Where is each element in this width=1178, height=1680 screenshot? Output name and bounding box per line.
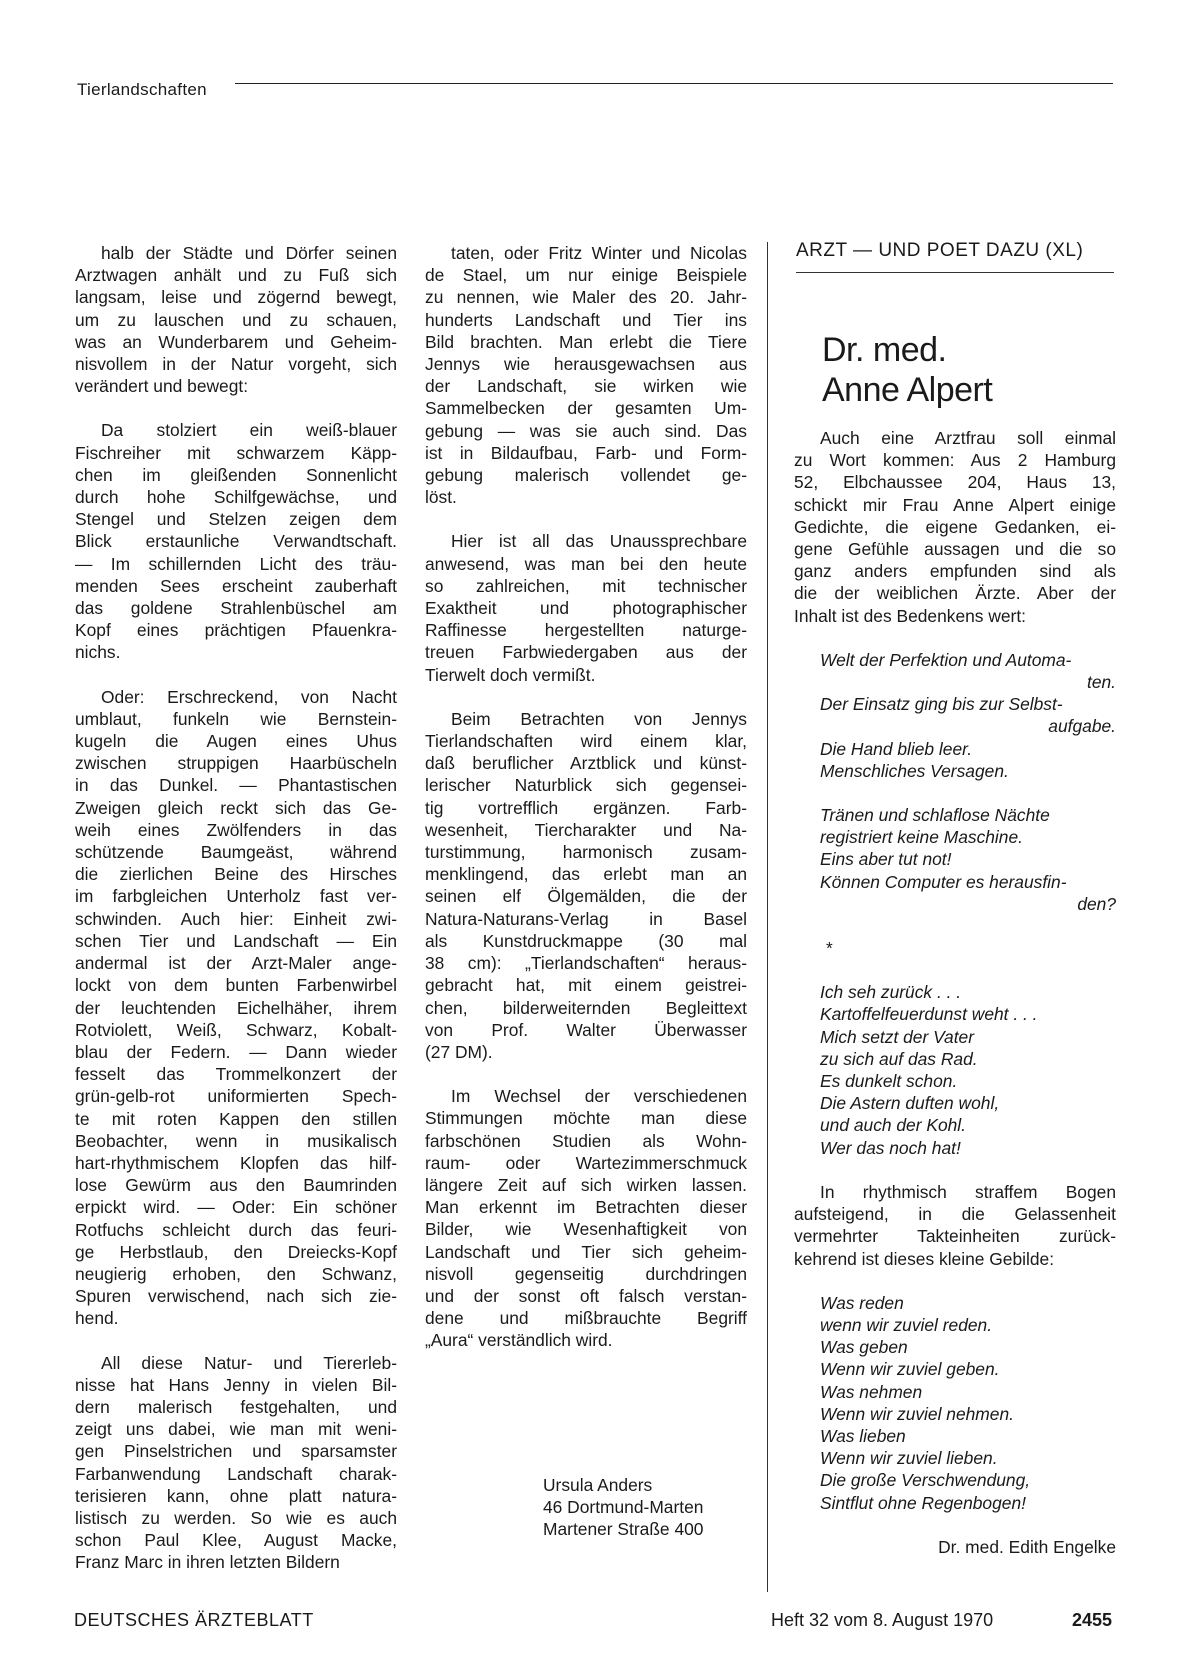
text-line: terisieren kann, ohne platt natura- — [75, 1485, 397, 1506]
text-line: hend. — [75, 1308, 119, 1329]
text-line: dern malerisch festgehalten, und — [75, 1396, 397, 1417]
article-column-1 — [75, 242, 397, 1574]
text-line: Jennys wie herausgewachsen aus — [425, 354, 747, 375]
intro-block — [794, 427, 1116, 627]
text-line: „Aura“ verständlich wird. — [425, 1330, 613, 1351]
bridge-block — [794, 1181, 1116, 1270]
header-rule — [235, 83, 1113, 84]
paragraph-gap — [75, 1330, 397, 1352]
text-line: gebracht hat, mit einem geistrei- — [425, 975, 747, 996]
poem-line: wenn wir zuviel reden. — [820, 1314, 993, 1335]
text-line: tig vortrefflich ergänzen. Farb- — [425, 797, 747, 818]
text-line: dene und mißbrauchte Begriff — [425, 1308, 747, 1329]
text-line: weih eines Zwölfenders in das — [75, 819, 397, 840]
text-line: umblaut, funkeln wie Bernstein- — [75, 708, 397, 729]
text-line: Im Wechsel der verschiedenen — [451, 1086, 747, 1107]
text-line: aufsteigend, in die Gelassenheit — [794, 1204, 1116, 1225]
section-label: Tierlandschaften — [77, 80, 207, 99]
column-divider — [767, 242, 768, 1592]
text-line: Tierlandschaften wird einem klar, — [425, 731, 747, 752]
article-column-3 — [794, 427, 1116, 1558]
text-line: was an Wunderbarem und Geheim- — [75, 331, 397, 352]
text-line: Da stolziert ein weiß-blauer — [101, 420, 397, 441]
poem-line: Können Computer es herausfin- — [820, 871, 1067, 892]
text-line: Spuren verwischend, nach sich zie- — [75, 1286, 397, 1307]
text-line: neugierig erhoben, den Schwanz, — [75, 1263, 397, 1284]
poem-line: Kartoffelfeuerdunst weht . . . — [820, 1004, 1038, 1025]
paragraph-gap — [425, 686, 747, 708]
text-line: de Stael, um nur einige Beispiele — [425, 265, 747, 286]
poem-3 — [820, 1292, 1116, 1514]
text-line: gene Gefühle aussagen und die so — [794, 539, 1116, 560]
text-line: zwischen struppigen Haarbüscheln — [75, 753, 397, 774]
text-line: Farbanwendung Landschaft charak- — [75, 1463, 397, 1484]
poem-line: Die Astern duften wohl, — [820, 1093, 1000, 1114]
poem-line: Tränen und schlaflose Nächte — [820, 805, 1050, 826]
text-line: 38 cm): „Tierlandschaften“ heraus- — [425, 953, 747, 974]
text-line: und der sonst oft falsch verstan- — [425, 1285, 747, 1306]
poem-line: den? — [1077, 893, 1116, 914]
series-title: ARZT — UND POET DAZU (XL) — [796, 240, 1084, 261]
paragraph-gap — [794, 1159, 1116, 1181]
poem-line: zu sich auf das Rad. — [820, 1048, 978, 1069]
text-line: menklingend, das erlebt man an — [425, 864, 747, 885]
paragraph — [75, 242, 397, 397]
text-line: blau der Federn. — Dann wieder — [75, 1041, 397, 1062]
poem-line: Welt der Perfektion und Automa- — [820, 649, 1072, 670]
text-line: die der weiblichen Ärzte. Aber der — [794, 583, 1116, 604]
text-line: Franz Marc in ihren letzten Bildern — [75, 1552, 340, 1573]
text-line: Fischreiher mit schwarzem Käpp- — [75, 442, 397, 463]
text-line: längere Zeit auf sich wirken lassen. — [425, 1174, 747, 1195]
text-line: schickt mir Frau Anne Alpert einige — [794, 494, 1116, 515]
text-line: farbschönen Studien als Wohn- — [425, 1130, 747, 1151]
text-line: listisch zu werden. So wie es auch — [75, 1507, 397, 1528]
text-line: treuen Farbwiedergaben aus der — [425, 642, 747, 663]
author-line: Ursula Anders — [543, 1475, 653, 1495]
text-line: Rotviolett, Weiß, Schwarz, Kobalt- — [75, 1019, 397, 1040]
poem-line: Wenn wir zuviel geben. — [820, 1359, 1000, 1380]
text-line: Exaktheit und photographischer — [425, 598, 747, 619]
text-line: der leuchtenden Eichelhäher, ihrem — [75, 997, 397, 1018]
poem-1 — [820, 649, 1116, 915]
text-line: die zierlichen Beine des Hirsches — [75, 864, 397, 885]
text-line: nisvollem in der Natur vorgeht, sich — [75, 354, 397, 375]
text-line: von Prof. Walter Überwasser — [425, 1019, 747, 1040]
article-title-line-2: Anne Alpert — [822, 371, 993, 409]
paragraph — [425, 708, 747, 1063]
poem-line: registriert keine Maschine. — [820, 827, 1023, 848]
author-signature-edith-engelke: Dr. med. Edith Engelke — [938, 1536, 1116, 1557]
page-number: 2455 — [1072, 1610, 1113, 1630]
poem-line: aufgabe. — [1048, 716, 1116, 737]
text-line: als Kunstdruckmappe (30 mal — [425, 930, 747, 951]
paragraph-gap — [75, 397, 397, 419]
poem-line: Sintflut ohne Regenbogen! — [820, 1492, 1026, 1513]
text-line: Beim Betrachten von Jennys — [451, 708, 747, 729]
paragraph-gap — [425, 508, 747, 530]
article-title — [822, 330, 992, 410]
paragraph — [425, 242, 747, 508]
poem-line: Wenn wir zuviel lieben. — [820, 1448, 998, 1469]
text-line: daß beruflicher Arztblick und künst- — [425, 753, 747, 774]
text-line: vermehrter Takteinheiten zurück- — [794, 1226, 1116, 1247]
paragraph-gap — [75, 664, 397, 686]
text-line: fesselt das Trommelkonzert der — [75, 1064, 397, 1085]
stanza-gap — [820, 782, 1116, 804]
text-line: 52, Elbchaussee 204, Haus 13, — [794, 472, 1116, 493]
text-line: zeigt uns dabei, wie man mit weni- — [75, 1419, 397, 1440]
text-line: lerischer Naturblick sich gegensei- — [425, 775, 747, 796]
text-line: das goldene Strahlenbüschel am — [75, 598, 397, 619]
text-line: Hier ist all das Unaussprechbare — [451, 531, 747, 552]
text-line: Gedichte, die eigene Gedanken, ei- — [794, 516, 1116, 537]
text-line: so zahlreichen, mit technischer — [425, 575, 747, 596]
text-line: seinen elf Ölgemälden, die der — [425, 886, 747, 907]
text-line: erpickt wird. — Oder: Ein schöner — [75, 1197, 397, 1218]
text-line: der Landschaft, sie wirken wie — [425, 376, 747, 397]
text-line: Stimmungen möchte man diese — [425, 1108, 747, 1129]
paragraph — [75, 419, 397, 663]
text-line: gen Pinselstrichen und sparsamster — [75, 1441, 397, 1462]
text-line: Bild brachten. Man erlebt die Tiere — [425, 331, 747, 352]
text-line: nisvoll gegenseitig durchdringen — [425, 1263, 747, 1284]
issue-info: Heft 32 vom 8. August 1970 — [771, 1610, 994, 1630]
text-line: te mit roten Kappen den stillen — [75, 1108, 397, 1129]
poem-line: Wenn wir zuviel nehmen. — [820, 1403, 1014, 1424]
text-line: — Im schillernden Licht des träu- — [75, 553, 397, 574]
text-line: langsam, leise und zögernd bewegt, — [75, 287, 397, 308]
paragraph — [425, 530, 747, 685]
poem-line: ten. — [1086, 672, 1116, 693]
text-line: Natura-Naturans-Verlag in Basel — [425, 908, 747, 929]
text-line: schon Paul Klee, August Macke, — [75, 1530, 397, 1551]
text-line: im farbgleichen Unterholz fast ver- — [75, 886, 397, 907]
text-line: lockt von dem bunten Farbenwirbel — [75, 975, 397, 996]
text-line: anwesend, was man bei den heute — [425, 553, 747, 574]
poem-line: Was nehmen — [820, 1381, 923, 1402]
author-line: Martener Straße 400 — [543, 1519, 704, 1540]
text-line: Inhalt ist des Bedenkens wert: — [794, 605, 1027, 626]
series-title-rule — [796, 272, 1114, 273]
text-line: löst. — [425, 487, 457, 508]
poem-line: Ich seh zurück . . . — [820, 982, 962, 1003]
text-line: gebung malerisch vollendet ge- — [425, 465, 747, 486]
text-line: Zweigen gleich reckt sich das Ge- — [75, 797, 397, 818]
text-line: zu Wort kommen: Aus 2 Hamburg — [794, 450, 1116, 471]
text-line: kehrend ist dieses kleine Gebilde: — [794, 1248, 1055, 1269]
text-line: turstimmung, harmonisch zusam- — [425, 842, 747, 863]
text-line: ist in Bildaufbau, Farb- und Form- — [425, 442, 747, 463]
text-line: Rotfuchs schleicht durch das feuri- — [75, 1219, 397, 1240]
text-line: Raffinesse hergestellten naturge- — [425, 620, 747, 641]
paragraph-gap — [794, 959, 1116, 981]
article-title-line-1: Dr. med. — [822, 331, 947, 369]
paragraph — [75, 1352, 397, 1574]
text-line: verändert und bewegt: — [75, 376, 249, 397]
poem-2 — [820, 981, 1116, 1159]
paragraph — [75, 686, 397, 1330]
poem-line: Die große Verschwendung, — [820, 1470, 1031, 1491]
text-line: durch hohe Schilfgewächse, und — [75, 487, 397, 508]
text-line: ge Herbstlaub, den Dreiecks-Kopf — [75, 1241, 397, 1262]
article-column-2 — [425, 242, 747, 1352]
poem-line: Wer das noch hat! — [820, 1137, 961, 1158]
paragraph — [425, 1085, 747, 1351]
text-line: Oder: Erschreckend, von Nacht — [101, 686, 397, 707]
text-line: All diese Natur- und Tiererleb- — [101, 1352, 397, 1373]
separator-asterisk: * — [826, 938, 833, 959]
poem-line: Was reden — [820, 1292, 904, 1313]
text-line: chen, bilderweiternden Begleittext — [425, 997, 747, 1018]
paragraph-gap — [794, 627, 1116, 649]
author-signature-ursula-anders — [543, 1474, 703, 1541]
paragraph-gap — [425, 1063, 747, 1085]
text-line: kugeln die Augen eines Uhus — [75, 731, 397, 752]
journal-name: DEUTSCHES ÄRZTEBLATT — [74, 1610, 314, 1630]
text-line: wesenheit, Tiercharakter und Na- — [425, 819, 747, 840]
text-line: Landschaft und Tier sich geheim- — [425, 1241, 747, 1262]
poem-line: Der Einsatz ging bis zur Selbst- — [820, 694, 1063, 715]
text-line: nichs. — [75, 642, 121, 663]
text-line: hart-rhythmischem Klopfen das hilf- — [75, 1152, 397, 1173]
text-line: Auch eine Arztfrau soll einmal — [820, 428, 1116, 448]
text-line: menden Sees erscheint zauberhaft — [75, 575, 397, 596]
text-line: grün-gelb-rot uniformierten Spech- — [75, 1086, 397, 1107]
text-line: halb der Städte und Dörfer seinen — [101, 243, 397, 263]
text-line: nisse hat Hans Jenny in vielen Bil- — [75, 1374, 397, 1395]
paragraph-gap — [794, 1270, 1116, 1292]
author-line: 46 Dortmund-Marten — [543, 1497, 704, 1518]
poem-line: Menschliches Versagen. — [820, 760, 1009, 781]
paragraph-gap — [794, 915, 1116, 937]
text-line: andermal ist der Arzt-Maler ange- — [75, 953, 397, 974]
text-line: lose Gewürm aus den Baumrinden — [75, 1175, 397, 1196]
poem-line: Es dunkelt schon. — [820, 1071, 958, 1092]
text-line: Blick erstaunliche Verwandtschaft. — [75, 531, 397, 552]
text-line: Kopf eines prächtigen Pfauenkra- — [75, 620, 397, 641]
poem-line: und auch der Kohl. — [820, 1115, 966, 1136]
poem-line: Eins aber tut not! — [820, 849, 952, 870]
text-line: In rhythmisch straffem Bogen — [820, 1181, 1116, 1202]
text-line: (27 DM). — [425, 1041, 493, 1062]
poem-line: Mich setzt der Vater — [820, 1026, 974, 1047]
text-line: taten, oder Fritz Winter und Nicolas — [451, 243, 747, 263]
poem-line: Was geben — [820, 1337, 908, 1358]
text-line: ganz anders empfunden sind als — [794, 561, 1116, 582]
text-line: schen Tier und Landschaft — Ein — [75, 930, 397, 951]
text-line: Man erkennt im Betrachten dieser — [425, 1197, 747, 1218]
text-line: Arztwagen anhält und zu Fuß sich — [75, 265, 397, 286]
text-line: schwinden. Auch hier: Einheit zwi- — [75, 908, 397, 929]
poem-line: Die Hand blieb leer. — [820, 738, 973, 759]
text-line: raum- oder Wartezimmerschmuck — [425, 1152, 747, 1173]
text-line: zu nennen, wie Maler des 20. Jahr- — [425, 287, 747, 308]
text-line: Sammelbecken der gesamten Um- — [425, 398, 747, 419]
text-line: Bilder, wie Wesenhaftigkeit von — [425, 1219, 747, 1240]
text-line: Tierwelt doch vermißt. — [425, 664, 596, 685]
text-line: schützende Baumgeäst, während — [75, 842, 397, 863]
text-line: hunderts Landschaft und Tier ins — [425, 309, 747, 330]
text-line: um zu lauschen und zu schauen, — [75, 309, 397, 330]
text-line: gebung — was sie auch sind. Das — [425, 420, 747, 441]
text-line: in das Dunkel. — Phantastischen — [75, 775, 397, 796]
text-line: Stengel und Stelzen zeigen dem — [75, 509, 397, 530]
paragraph-gap — [794, 1514, 1116, 1536]
poem-line: Was lieben — [820, 1425, 906, 1446]
text-line: chen im gleißenden Sonnenlicht — [75, 464, 397, 485]
text-line: Beobachter, wenn in musikalisch — [75, 1130, 397, 1151]
